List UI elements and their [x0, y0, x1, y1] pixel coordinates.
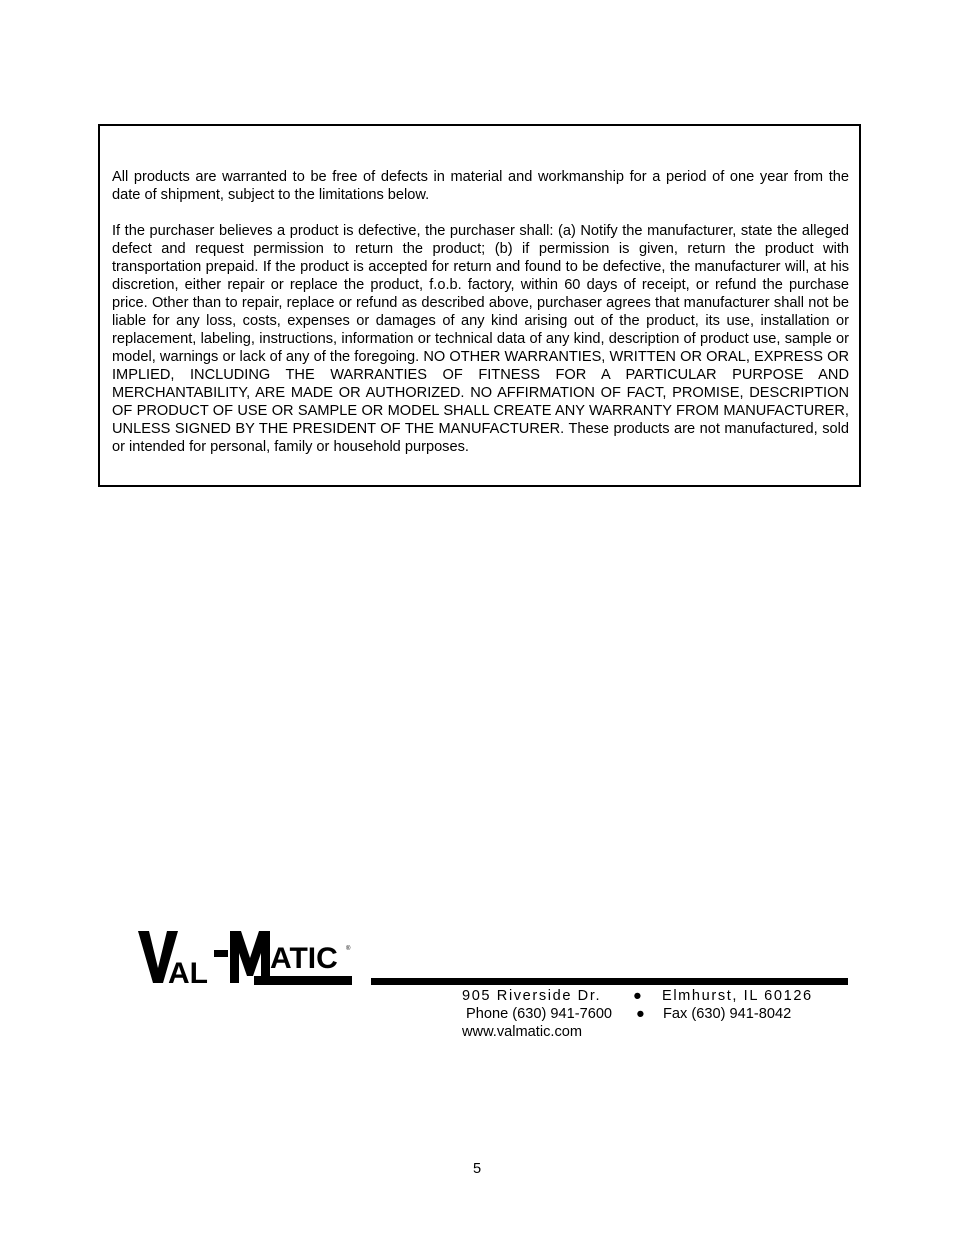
- warranty-box: [98, 124, 861, 487]
- svg-text:®: ®: [346, 946, 351, 952]
- address-separator: ●: [633, 988, 642, 1004]
- warranty-paragraph-2: If the purchaser believes a product is defective, the purchaser shall: (a) Notify the manufacturer, state the alleged defect and request permission to return the product; (b) if permission is given, return the product with transportation prepaid. If the product is accepted for return and found to be defective, the manufacturer will, at his discretion, either repair or replace the product, f.o.b. factory, within 60 days of receipt, or refund the purchase price. Other than to repair, replace or refund as described above, purchaser agrees that manufacturer shall not be liable for any loss, costs, expenses or damages of any kind arising out of the product, its use, installation or replacement, labeling, instructions, information or technical data of any kind, description of product use, sample or model, warnings or lack of any of the foregoing. NO OTHER WARRANTIES, WRITTEN OR ORAL, EXPRESS OR IMPLIED, INCLUDING THE WARRANTIES OF FITNESS FOR A PARTICULAR PURPOSE AND MERCHANTABILITY, ARE MADE OR AUTHORIZED. NO AFFIRMATION OF FACT, PROMISE, DESCRIPTION OF PRODUCT OF USE OR SAMPLE OR MODEL SHALL CREATE ANY WARRANTY FROM MANUFACTURER, UNLESS SIGNED BY THE PRESIDENT OF THE MANUFACTURER. These products are not manufactured, sold or intended for personal, family or household purposes.: [112, 223, 849, 455]
- address-street: 905 Riverside Dr.: [462, 988, 602, 1004]
- phone-number: Phone (630) 941-7600: [466, 1006, 613, 1022]
- page-number: 5: [472, 1161, 482, 1177]
- fax-number: Fax (630) 941-8042: [663, 1006, 792, 1022]
- svg-text:ATIC: ATIC: [270, 942, 338, 975]
- address-city: Elmhurst, IL 60126: [662, 988, 813, 1004]
- contact-separator: ●: [636, 1006, 645, 1022]
- footer-rule: [371, 978, 848, 985]
- svg-text:AL: AL: [168, 957, 208, 990]
- warranty-paragraph-1: All products are warranted to be free of defects in material and workmanship for a period of one year from the date of shipment, subject to the limitations below.: [112, 169, 849, 203]
- website-link[interactable]: www.valmatic.com: [462, 1024, 583, 1040]
- valmatic-logo: [136, 928, 354, 990]
